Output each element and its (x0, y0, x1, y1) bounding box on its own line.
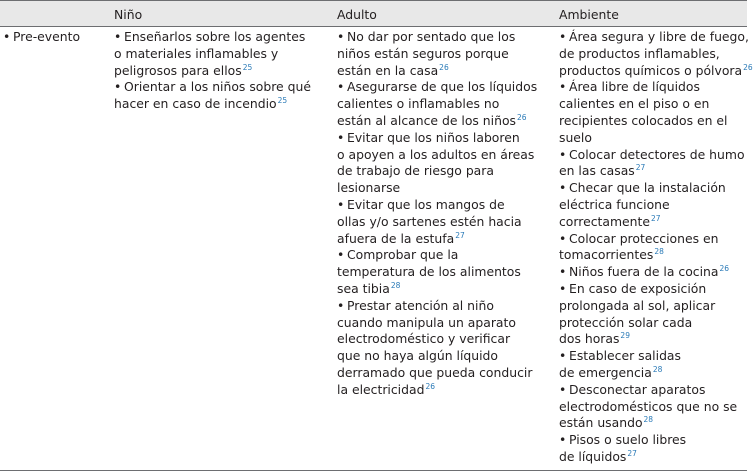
ambiente-list-item (559, 432, 743, 466)
ambiente-item-text: En caso de exposición (569, 280, 707, 296)
adulto-item-text: afuera de la estufa (337, 230, 455, 246)
adulto-item-line: de trabajo de riesgo para (337, 163, 494, 179)
bullet-glyph: • (337, 29, 345, 44)
bullet-glyph: • (559, 280, 567, 296)
ambiente-list-item (559, 79, 743, 146)
ambiente-item-line (559, 29, 749, 46)
adulto-item-line (337, 382, 551, 399)
adulto-item-text: sea tibia (337, 280, 390, 296)
ambiente-item-line (559, 348, 743, 365)
header-ambiente: Ambiente (559, 7, 619, 22)
ambiente-item-text: Desconectar aparatos (569, 381, 706, 397)
ambiente-item-line: de productos inflamables, (559, 45, 720, 61)
reference-number: 26 (719, 264, 730, 274)
ambiente-item-line (559, 147, 743, 164)
ambiente-list-item (559, 180, 743, 230)
reference-number: 25 (242, 62, 253, 72)
ambiente-item-line (559, 365, 743, 382)
ambiente-item-line (559, 62, 753, 80)
nino-item-line (114, 79, 328, 96)
bullet-glyph: • (559, 146, 567, 162)
ambiente-item-text: tomacorrientes (559, 247, 654, 263)
ambiente-item-text: dos horas (559, 331, 620, 347)
adulto-item-line: temperatura de los alimentos (337, 264, 521, 280)
adulto-item-line (337, 197, 551, 214)
row-category (3, 29, 109, 46)
nino-item-text: hacer en caso de incendio (114, 96, 277, 112)
adulto-item-line (337, 79, 551, 96)
header-adulto: Adulto (337, 7, 377, 22)
bullet-glyph: • (337, 79, 345, 95)
nino-item-text: Enseñarlos sobre los agentes (124, 29, 306, 44)
nino-cell (114, 29, 328, 113)
adulto-item-line (337, 298, 551, 315)
ambiente-item-line (559, 180, 743, 197)
adulto-item-line: ollas y/o sartenes estén hacia (337, 213, 522, 229)
ambiente-item-line: electrodomésticos que no se (559, 398, 738, 414)
header-nino: Niño (114, 7, 143, 22)
ambiente-item-line (559, 79, 743, 96)
nino-item-line: o materiales inflamables y (114, 45, 279, 61)
reference-number: 26 (425, 381, 435, 391)
adulto-item-text: Prestar atención al niño (347, 297, 494, 313)
ambiente-list-item (559, 348, 743, 382)
row-category-label: Pre-evento (13, 29, 81, 44)
ambiente-item-text: correctamente (559, 213, 651, 229)
reference-number: 27 (627, 448, 637, 458)
bullet-glyph: • (3, 29, 11, 44)
adulto-item-line: cuando manipula un aparato (337, 314, 516, 330)
bullet-glyph: • (559, 79, 567, 95)
adulto-list-item (337, 130, 551, 197)
reference-number: 27 (455, 230, 465, 240)
nino-item-line (114, 29, 328, 46)
bullet-glyph: • (559, 180, 567, 196)
adulto-item-line (337, 29, 551, 46)
ambiente-item-line: prolongada al sol, aplicar (559, 297, 716, 313)
ambiente-item-line: eléctrica funcione (559, 196, 670, 212)
nino-list-item (114, 29, 328, 79)
ambiente-item-line (559, 331, 743, 348)
ambiente-item-line (559, 415, 743, 432)
adulto-list-item (337, 247, 551, 297)
adulto-list-item (337, 29, 551, 79)
ambiente-item-text: Área libre de líquidos (569, 79, 700, 95)
nino-list (114, 29, 328, 113)
adulto-item-text: están al alcance de los niños (337, 112, 516, 128)
nino-item-text: Orientar a los niños sobre qué (124, 79, 311, 95)
reference-number: 28 (643, 415, 654, 425)
ambiente-item-line (559, 281, 743, 298)
ambiente-list-item (559, 231, 743, 265)
bullet-glyph: • (337, 297, 345, 313)
bullet-glyph: • (559, 29, 567, 44)
ambiente-item-text: Área segura y libre de fuego, (569, 29, 749, 44)
adulto-item-text: Asegurarse de que los líquidos (347, 79, 538, 95)
reference-number: 28 (654, 247, 664, 257)
ambiente-item-line (559, 231, 743, 248)
ambiente-item-text: Colocar protecciones en (569, 230, 719, 246)
ambiente-list (559, 29, 753, 466)
reference-number: 28 (390, 280, 401, 290)
adulto-item-line (337, 63, 551, 80)
bullet-glyph: • (337, 196, 345, 212)
adulto-item-line (337, 281, 551, 298)
ambiente-item-text: Colocar detectores de humo (569, 146, 745, 162)
adulto-item-line: o apoyen a los adultos en áreas (337, 146, 535, 162)
reference-number: 27 (635, 163, 646, 173)
bullet-glyph: • (559, 230, 567, 246)
adulto-item-line (337, 113, 551, 130)
ambiente-item-line (559, 214, 743, 231)
ambiente-item-line: suelo (559, 129, 592, 145)
table-bottom-rule (0, 470, 747, 471)
bullet-glyph: • (337, 247, 345, 263)
ambiente-item-text: Establecer salidas (569, 348, 681, 364)
ambiente-item-text: en las casas (559, 163, 635, 179)
ambiente-item-line (559, 163, 743, 180)
reference-number: 28 (652, 364, 663, 374)
adulto-item-text: están en la casa (337, 62, 439, 78)
adulto-item-line (337, 130, 551, 147)
adulto-list-item (337, 298, 551, 399)
nino-item-line (114, 96, 328, 113)
reference-number: 25 (277, 96, 288, 106)
reference-number: 26 (517, 112, 527, 122)
adulto-item-line (337, 247, 551, 264)
adulto-item-line: que no haya algún líquido (337, 348, 498, 364)
adulto-item-text: Comprobar que la (347, 247, 459, 263)
reference-number: 29 (620, 331, 630, 341)
adulto-item-text: Evitar que los niños laboren (347, 129, 520, 145)
adulto-cell (337, 29, 551, 399)
nino-item-text: peligrosos para ellos (114, 62, 242, 78)
ambiente-item-line (559, 247, 743, 264)
nino-list-item (114, 79, 328, 113)
adulto-item-line: niños están seguros porque (337, 45, 509, 61)
adulto-item-line: electrodoméstico y verificar (337, 331, 511, 347)
row-category-cell (3, 29, 109, 46)
nino-item-line (114, 63, 328, 80)
bullet-glyph: • (114, 79, 122, 95)
adulto-list (337, 29, 551, 399)
ambiente-list-item (559, 147, 743, 181)
ambiente-item-text: Niños fuera de la cocina (569, 264, 719, 280)
adulto-list-item (337, 197, 551, 247)
adulto-item-text: No dar por sentado que los (347, 29, 516, 44)
bullet-glyph: • (114, 29, 122, 44)
ambiente-item-text: están usando (559, 415, 643, 431)
ambiente-item-line (559, 449, 743, 466)
ambiente-list-item (559, 29, 753, 79)
ambiente-list-item (559, 382, 743, 432)
adulto-item-line: lesionarse (337, 180, 401, 196)
adulto-item-text: Evitar que los mangos de (347, 196, 505, 212)
ambiente-item-line: calientes en el piso o en (559, 96, 710, 112)
ambiente-list-item (559, 264, 743, 281)
ambiente-item-line (559, 382, 743, 399)
bullet-glyph: • (559, 264, 567, 280)
reference-number: 26 (743, 62, 753, 72)
adulto-item-line (337, 231, 551, 248)
reference-number: 26 (439, 62, 449, 72)
adulto-item-line: derramado que pueda conducir (337, 364, 533, 380)
ambiente-item-text: de líquidos (559, 448, 627, 464)
table-header (0, 0, 747, 27)
bullet-glyph: • (559, 432, 567, 448)
ambiente-item-line: protección solar cada (559, 314, 693, 330)
ambiente-list-item (559, 281, 743, 348)
adulto-item-text: la electricidad (337, 381, 425, 397)
reference-number: 27 (651, 213, 661, 223)
bullet-glyph: • (559, 348, 567, 364)
ambiente-item-text: de emergencia (559, 364, 652, 380)
ambiente-item-text: productos químicos o pólvora (559, 62, 743, 78)
ambiente-cell (559, 29, 753, 466)
bullet-glyph: • (559, 381, 567, 397)
adulto-item-line: calientes o inflamables no (337, 96, 500, 112)
ambiente-item-line (559, 264, 743, 281)
ambiente-item-text: Pisos o suelo libres (569, 432, 687, 448)
adulto-list-item (337, 79, 551, 129)
ambiente-item-line: recipientes colocados en el (559, 112, 728, 128)
bullet-glyph: • (337, 129, 345, 145)
ambiente-item-line (559, 432, 743, 449)
ambiente-item-text: Checar que la instalación (569, 180, 726, 196)
